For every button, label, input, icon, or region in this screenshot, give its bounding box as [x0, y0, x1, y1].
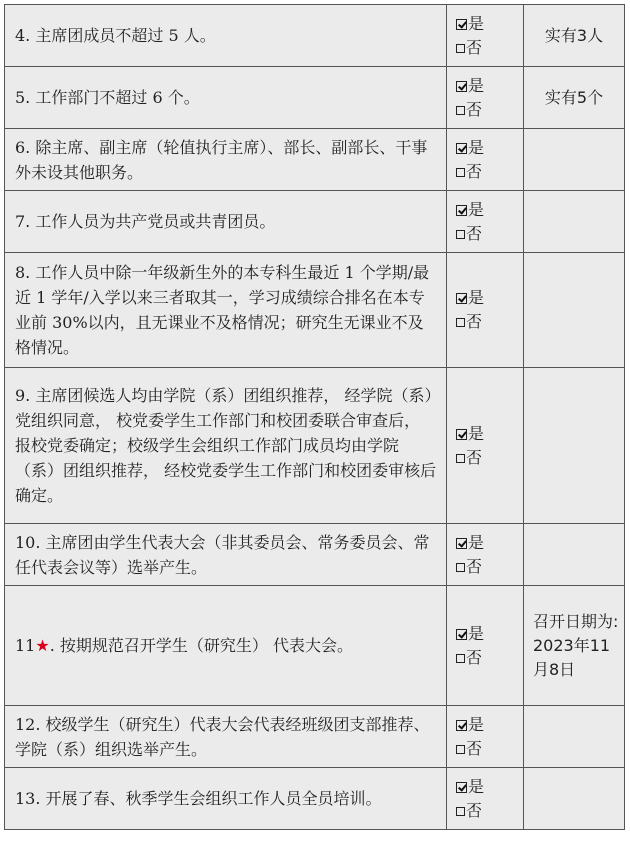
empty-box-icon[interactable] — [456, 318, 465, 327]
table-row — [5, 253, 625, 368]
option-yes[interactable]: 是 — [456, 775, 523, 799]
checklist-table — [4, 4, 625, 830]
empty-box-icon[interactable] — [456, 563, 465, 572]
option-no[interactable]: 否 — [456, 36, 523, 60]
note-cell: 实有5个 — [524, 67, 625, 129]
table-row — [5, 524, 625, 586]
option-no[interactable]: 否 — [456, 98, 523, 122]
table-row — [5, 368, 625, 524]
option-yes[interactable]: 是 — [456, 422, 523, 446]
option-no[interactable]: 否 — [456, 310, 523, 334]
option-no[interactable]: 否 — [456, 799, 523, 823]
table-row — [5, 586, 625, 706]
empty-box-icon[interactable] — [456, 44, 465, 53]
note-cell: 实有3人 — [524, 5, 625, 67]
option-no[interactable]: 否 — [456, 555, 523, 579]
table-row — [5, 768, 625, 830]
item-text: 10. 主席团由学生代表大会（非其委员会、常务委员会、常任代表会议等）选举产生。 — [5, 524, 447, 586]
note-cell — [524, 129, 625, 191]
yes-no-options — [447, 368, 524, 524]
checked-box-icon[interactable] — [456, 81, 467, 92]
table-row — [5, 706, 625, 768]
option-yes[interactable]: 是 — [456, 622, 523, 646]
item-text: 9. 主席团候选人均由学院（系）团组织推荐， 经学院（系）党组织同意， 校党委学生工作部门和校团委联合审查后， 报校党委确定；校级学生会组织工作部门成员均由学院（系）团组织推荐， 经校党委学生工作部门和校团委审核后确定。 — [5, 368, 447, 524]
empty-box-icon[interactable] — [456, 106, 465, 115]
yes-no-options — [447, 586, 524, 706]
checked-box-icon[interactable] — [456, 143, 467, 154]
option-yes[interactable]: 是 — [456, 136, 523, 160]
item-text — [5, 586, 447, 706]
yes-no-options — [447, 191, 524, 253]
yes-no-options — [447, 67, 524, 129]
yes-no-options — [447, 706, 524, 768]
checked-box-icon[interactable] — [456, 429, 467, 440]
meeting-date-note: 召开日期为: 2023年11月8日 — [524, 586, 625, 706]
item-text: 4. 主席团成员不超过 5 人。 — [5, 5, 447, 67]
checked-box-icon[interactable] — [456, 205, 467, 216]
table-row — [5, 5, 625, 67]
note-cell — [524, 253, 625, 368]
yes-no-options — [447, 768, 524, 830]
empty-box-icon[interactable] — [456, 745, 465, 754]
item-text: 13. 开展了春、秋季学生会组织工作人员全员培训。 — [5, 768, 447, 830]
note-cell — [524, 368, 625, 524]
empty-box-icon[interactable] — [456, 230, 465, 239]
yes-no-options — [447, 129, 524, 191]
table-row — [5, 191, 625, 253]
item-text: 5. 工作部门不超过 6 个。 — [5, 67, 447, 129]
option-yes[interactable]: 是 — [456, 713, 523, 737]
empty-box-icon[interactable] — [456, 807, 465, 816]
item-text: 6. 除主席、副主席（轮值执行主席）、部长、副部长、干事外未设其他职务。 — [5, 129, 447, 191]
empty-box-icon[interactable] — [456, 168, 465, 177]
note-cell — [524, 768, 625, 830]
note-cell — [524, 706, 625, 768]
option-no[interactable]: 否 — [456, 646, 523, 670]
note-cell — [524, 191, 625, 253]
checked-box-icon[interactable] — [456, 782, 467, 793]
empty-box-icon[interactable] — [456, 454, 465, 463]
option-no[interactable]: 否 — [456, 446, 523, 470]
yes-no-options — [447, 524, 524, 586]
star-icon: ★ — [35, 636, 50, 655]
checked-box-icon[interactable] — [456, 629, 467, 640]
option-yes[interactable]: 是 — [456, 74, 523, 98]
item-text: 8. 工作人员中除一年级新生外的本专科生最近 1 个学期/最近 1 学年/入学以来三者取其一，学习成绩综合排名在本专业前 30%以内，且无课业不及格情况；研究生无课业不及格情况。 — [5, 253, 447, 368]
item-text: 7. 工作人员为共产党员或共青团员。 — [5, 191, 447, 253]
item-body: . 按期规范召开学生（研究生） 代表大会。 — [49, 636, 353, 655]
yes-no-options — [447, 253, 524, 368]
option-yes[interactable]: 是 — [456, 198, 523, 222]
checked-box-icon[interactable] — [456, 720, 467, 731]
checked-box-icon[interactable] — [456, 293, 467, 304]
table-row — [5, 129, 625, 191]
option-no[interactable]: 否 — [456, 222, 523, 246]
option-no[interactable]: 否 — [456, 737, 523, 761]
item-number: 11 — [15, 636, 36, 655]
checked-box-icon[interactable] — [456, 538, 467, 549]
table-row — [5, 67, 625, 129]
yes-no-options — [447, 5, 524, 67]
empty-box-icon[interactable] — [456, 654, 465, 663]
option-yes[interactable]: 是 — [456, 12, 523, 36]
note-cell — [524, 524, 625, 586]
option-no[interactable]: 否 — [456, 160, 523, 184]
option-yes[interactable]: 是 — [456, 531, 523, 555]
checked-box-icon[interactable] — [456, 19, 467, 30]
option-yes[interactable]: 是 — [456, 286, 523, 310]
item-text: 12. 校级学生（研究生）代表大会代表经班级团支部推荐、学院（系）组织选举产生。 — [5, 706, 447, 768]
